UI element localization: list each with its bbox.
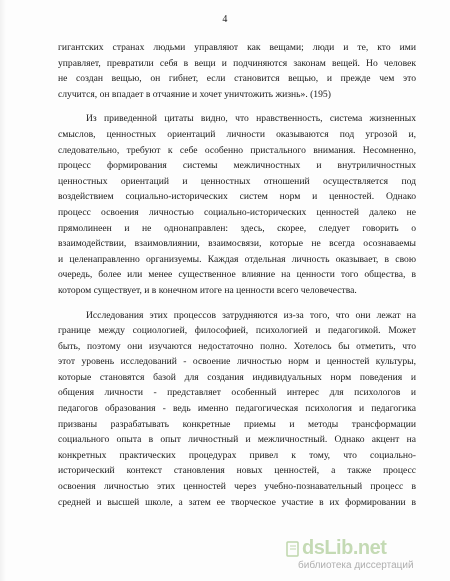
book-icon (286, 540, 300, 558)
text-line: гигантских странах людьми управляют как вещами; люди и те, кто ими (58, 42, 416, 53)
text-line: и целенаправленно организуемы. Каждая отдельная личность оказывает, в свою (58, 253, 416, 265)
scan-edge-shadow (0, 0, 6, 581)
text-line: смыслов, ценностных ориентаций личности оказываются под угрозой и, (58, 128, 416, 140)
text-line: исторический контекст становления новых ценностей, а также процесс (58, 465, 416, 477)
text-line: очередь, более или менее существенное влияние на ценности того общества, в (58, 269, 416, 281)
text-line: не создан вещью, он гибнет, если становится вещью, и прежде чем это (58, 73, 416, 85)
body-text (58, 40, 416, 510)
text-line: социального опыта в опыт личностный и межличностный. Однако акцент на (58, 434, 416, 446)
watermark (286, 533, 436, 573)
watermark-tagline: библиотека диссертаций (298, 560, 414, 571)
text-line: призваны разрабатывать конкретные приемы и методы трансформации (58, 418, 416, 430)
text-line: управляет, превратили себя в вещи и подчиняются законам вещей. Но человек (58, 57, 416, 69)
text-line: прямолинеен и не однонаправлен: здесь, скорее, следует говорить о (58, 222, 416, 234)
text-line: Исследования этих процессов затрудняются из-за того, что они лежат на (86, 309, 416, 321)
text-line: процесс освоения личностью социально-исторических ценностей далеко не (58, 206, 416, 218)
text-line: быть, поэтому они изучаются недостаточно полно. Хотелось бы отметить, что (58, 340, 416, 352)
text-line: общения личности - представляет особенный интерес для психологов и (58, 387, 416, 399)
text-line: котором существует, и в конечном итоге на ценности всего человечества. (58, 284, 357, 296)
paragraph-gap (58, 299, 416, 308)
watermark-logo: dsLib.net (302, 537, 387, 559)
text-line: средней и высшей школе, а затем ее творческое участие в их формировании в (58, 496, 416, 508)
text-line: этот уровень исследований - освоение личностью норм и ценностей культуры, (58, 356, 416, 368)
text-line: педагогов образования - ведь именно педагогическая психология и педагогика (58, 403, 416, 415)
text-line: процесс формирования системы межличностных и внутриличностных (58, 160, 416, 172)
text-line: конкретных практических процедурах привел к тому, что социально- (58, 449, 416, 461)
text-line: которые становятся базой для создания индивидуальных норм поведения и (58, 371, 416, 383)
text-line: взаимодействии, взаимовлиянии, взаимосвязи, которые не всегда осознаваемы (58, 238, 416, 250)
text-line: следовательно, требуют к себе особенно пристального внимания. Несомненно, (58, 144, 416, 156)
page-number: 4 (222, 14, 228, 25)
text-line: случится, он впадает в отчаяние и хочет уничтожить жизнь». (195) (58, 88, 331, 100)
text-line: границе между социологией, философией, психологией и педагогикой. Может (58, 325, 416, 337)
text-line: Из приведенной цитаты видно, что нравственность, система жизненных (86, 113, 416, 125)
text-line: ценностных ориентаций и ценностных отношений осуществляется под (58, 175, 416, 187)
paragraph-gap (58, 102, 416, 111)
text-line: воздействием социально-исторических систем норм и ценностей. Однако (58, 191, 416, 203)
text-line: освоения личностью этих ценностей через учебно-познавательный процесс в (58, 481, 416, 493)
